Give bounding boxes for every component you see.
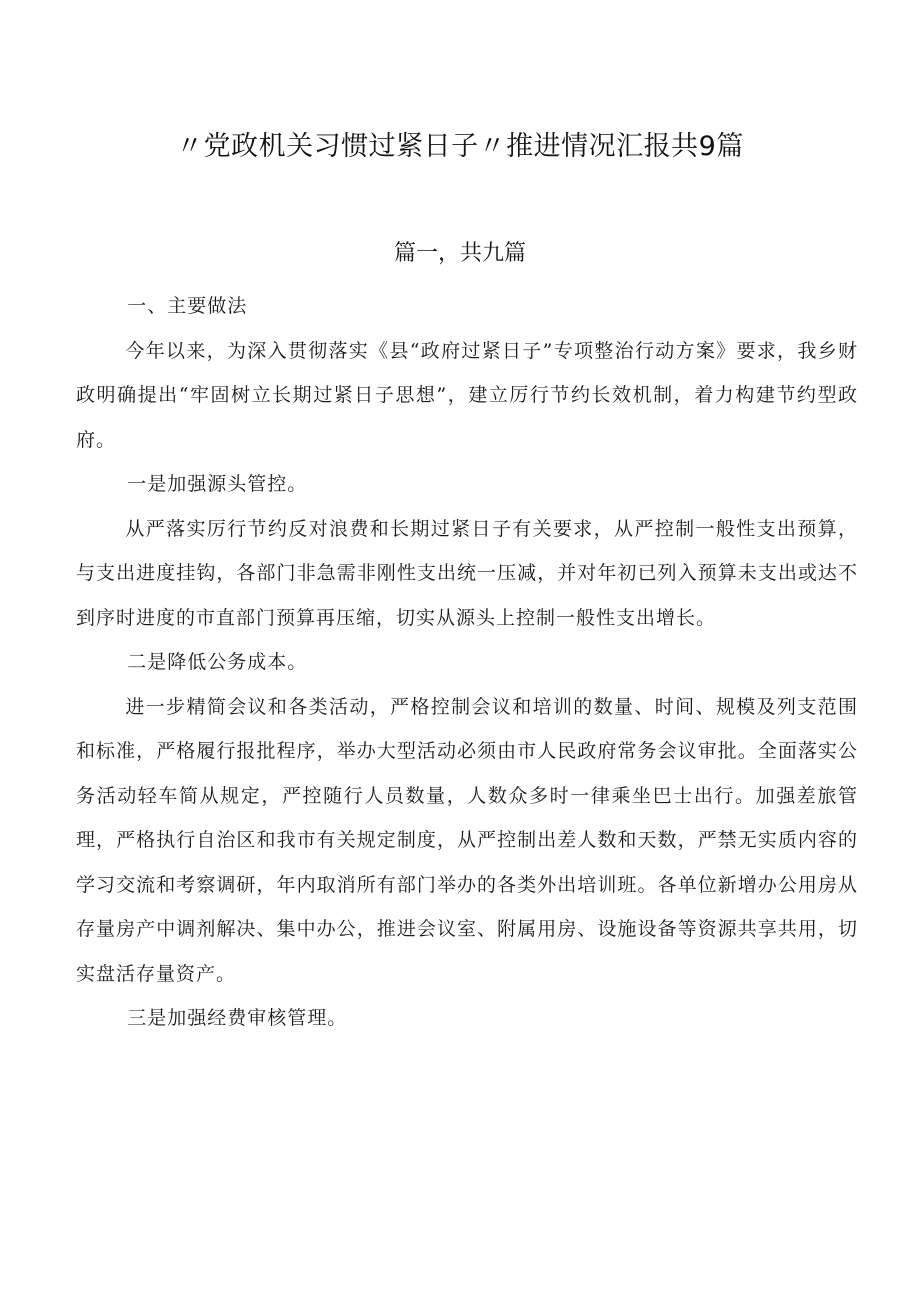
section-title: 篇一，共九篇 bbox=[393, 241, 526, 266]
paragraph-intro: 今年以来，为深入贯彻落实《县“政府过紧日子”专项整治行动方案》要求，我乡财政明确提出“牢固树立长期过紧日子思想”，建立厉行节约长效机制，着力构建节约型政府。 bbox=[76, 339, 858, 451]
paragraph-heading-reduce-costs: 二是降低公务成本。 bbox=[127, 651, 308, 673]
document-body bbox=[76, 284, 858, 1041]
paragraph-heading-funding-review: 三是加强经费审核管理。 bbox=[127, 1007, 348, 1029]
paragraph-reduce-costs: 进一步精简会议和各类活动，严格控制会议和培训的数量、时间、规模及列支范围和标准，严格履行报批程序，举办大型活动必须由市人民政府常务会议审批。全面落实公务活动轻车简从规定，严控随行人员数量，人数众多时一律乘坐巴士出行。加强差旅管理，严格执行自治区和我市有关规定制度，从严控制出差人数和天数，严禁无实质内容的学习交流和考察调研，年内取消所有部门举办的各类外出培训班。各单位新增办公用房从存量房产中调剂解决、集中办公，推进会议室、附属用房、设施设备等资源共享共用，切实盘活存量资产。 bbox=[76, 695, 858, 985]
paragraph-heading-main-practices: 一、主要做法 bbox=[127, 295, 248, 317]
paragraph-source-control: 从严落实厉行节约反对浪费和长期过紧日子有关要求，从严控制一般性支出预算，与支出进度挂钩，各部门非急需非刚性支出统一压减，并对年初已列入预算未支出或达不到序时进度的市直部门预算再压缩，切实从源头上控制一般性支出增长。 bbox=[76, 517, 858, 629]
document-title: 〃党政机关习惯过紧日子〃推进情况汇报共9篇 bbox=[176, 131, 744, 162]
paragraph-heading-source-control: 一是加强源头管控。 bbox=[127, 473, 308, 495]
